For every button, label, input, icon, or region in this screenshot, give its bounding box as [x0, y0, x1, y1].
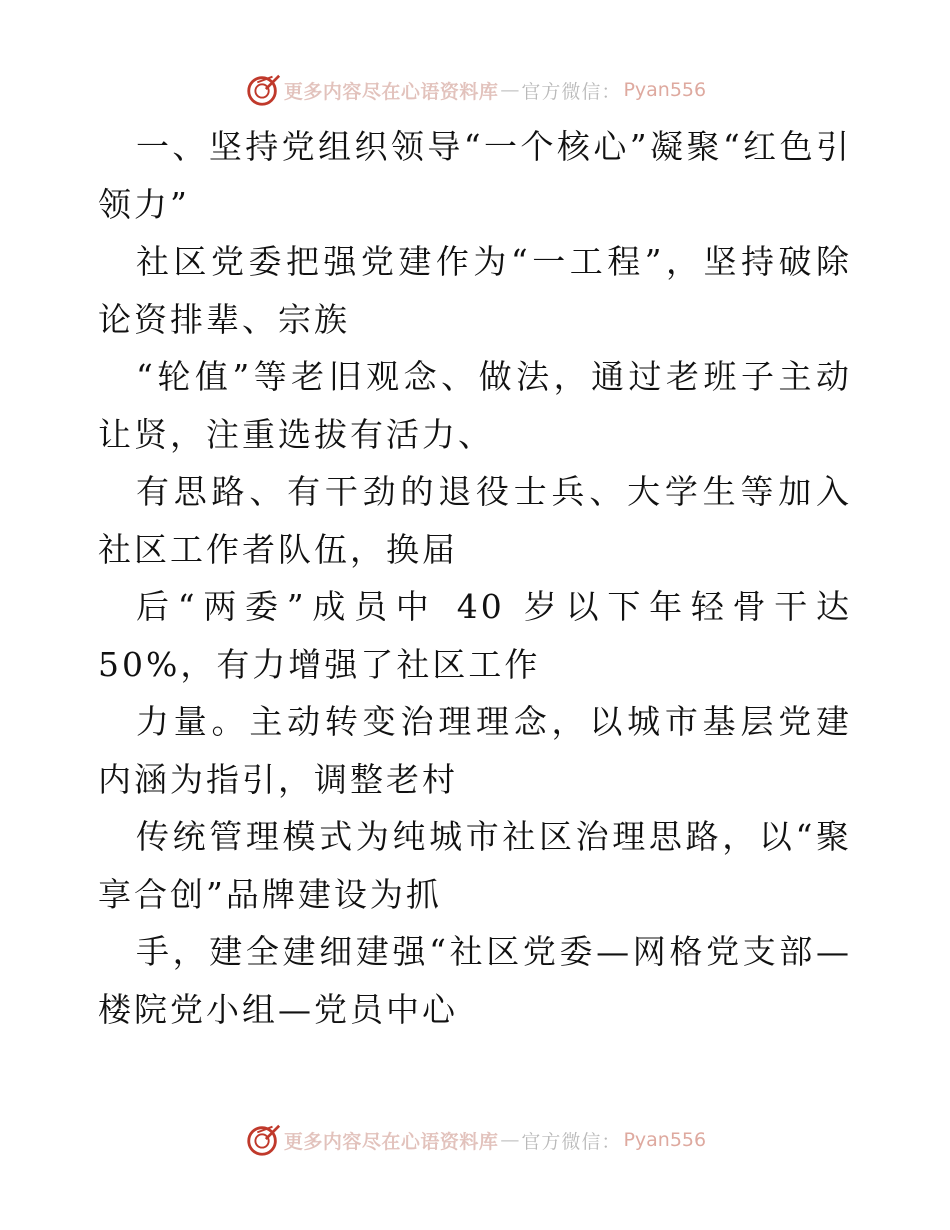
- paragraph-6: 力量。主动转变治理理念，以城市基层党建内涵为指引，调整老村: [98, 702, 852, 799]
- watermark-separator: —: [500, 1129, 520, 1151]
- paragraph-2: 社区党委把强党建作为“一工程”，坚持破除论资排辈、宗族: [98, 242, 852, 339]
- paragraph-1: 一、坚持党组织领导“一个核心”凝聚“红色引领力”: [98, 127, 852, 224]
- watermark-official-label: 官方微信：: [521, 80, 622, 103]
- paragraph-3: “轮值”等老旧观念、做法，通过老班子主动让贤，注重选拔有活力、: [98, 357, 852, 454]
- watermark-wechat-id: Pyan556: [623, 79, 707, 101]
- watermark-wechat-id: Pyan556: [623, 1129, 707, 1151]
- watermark-separator: —: [500, 79, 520, 101]
- paragraph-8: 手，建全建细建强“社区党委—网格党支部—楼院党小组—党员中心: [98, 932, 852, 1029]
- pen-nib-logo-icon: [244, 1121, 282, 1159]
- paragraph-4: 有思路、有干劲的退役士兵、大学生等加入社区工作者队伍，换届: [98, 472, 852, 569]
- watermark-official-label: 官方微信：: [521, 1130, 622, 1153]
- watermark-footer: [0, 1120, 950, 1160]
- watermark-main-text: 更多内容尽在心语资料库: [283, 80, 499, 103]
- pen-nib-logo-icon: [244, 71, 282, 109]
- paragraph-5: 后“两委”成员中 40 岁以下年轻骨干达 50%，有力增强了社区工作: [98, 587, 852, 684]
- paragraph-7: 传统管理模式为纯城市社区治理思路，以“聚享合创”品牌建设为抓: [98, 817, 852, 914]
- watermark-header: [0, 70, 950, 110]
- document-body: [98, 118, 852, 1038]
- watermark-main-text: 更多内容尽在心语资料库: [283, 1130, 499, 1153]
